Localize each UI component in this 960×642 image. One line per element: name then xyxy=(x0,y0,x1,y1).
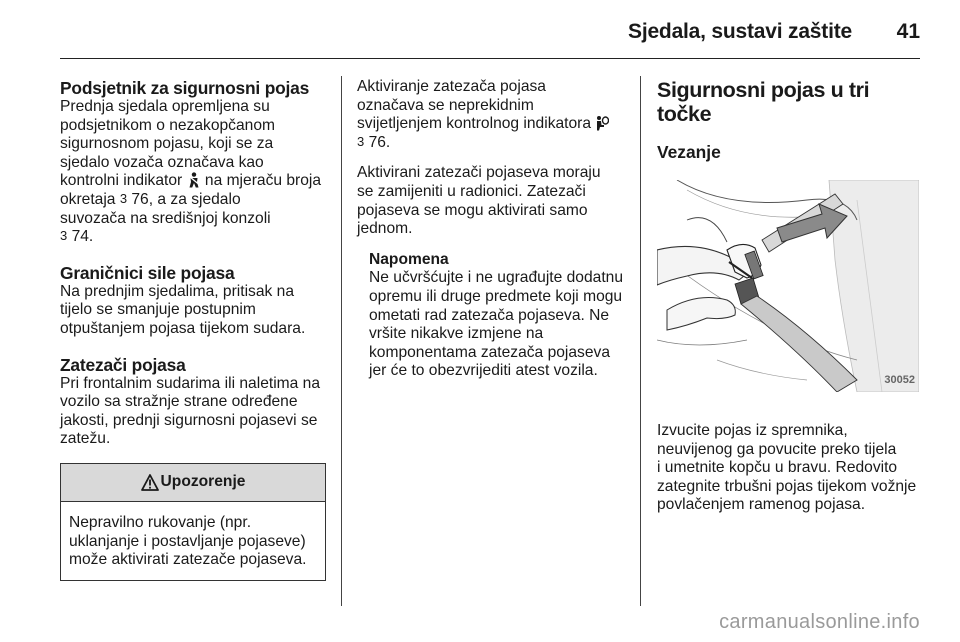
column-divider xyxy=(341,76,342,606)
page-reference-arrow-icon[interactable]: 3 xyxy=(357,133,365,149)
text-run: na mjeraču broja okretaja xyxy=(60,172,322,208)
page-header xyxy=(60,14,920,50)
heading-belt-force-limiters: Graničnici sile pojasa xyxy=(60,262,235,283)
text-run: 76. xyxy=(364,133,391,151)
watermark: carmanualsonline.info xyxy=(719,611,920,633)
heading-belt-pretensioners: Zatezači pojasa xyxy=(60,354,186,375)
chapter-title: Sjedala, sustavi zaštite xyxy=(628,20,852,43)
airbag-indicator-icon xyxy=(595,115,609,131)
seatbelt-illustration xyxy=(657,180,919,392)
subheading-fastening: Vezanje xyxy=(657,142,721,162)
text-run: 74. xyxy=(67,228,94,246)
column-right xyxy=(657,78,927,515)
figure-code: 30052 xyxy=(884,374,915,387)
page-reference-arrow-icon[interactable]: 3 xyxy=(60,228,68,244)
text-run: 76, a za sjedalo suvozača na središnjoj konzoli xyxy=(60,190,271,227)
column-middle xyxy=(357,78,625,381)
page-reference-arrow-icon[interactable]: 3 xyxy=(119,190,128,206)
warning-header xyxy=(61,464,325,502)
note-title: Napomena xyxy=(369,250,449,268)
paragraph-belt-force-limiters: Na prednjim sjedalima, pritisak na tijelo se smanjuje postupnim otpuštanjem pojasa tijekom sudara. xyxy=(60,282,306,337)
paragraph-belt-pretensioners: Pri frontalnim sudarima ili naletima na vozilo sa stražnje strane određene jakosti, prednji sigurnosni pojasevi se zatežu. xyxy=(60,374,320,448)
text-run: Prednja sjedala opremljena su podsjetnikom o nezakopčanom sigurnosnom pojasu, koji se za sjedalo vozača označava kao kontrolni indikator xyxy=(60,98,275,190)
column-divider xyxy=(640,76,641,606)
paragraph-seatbelt-reminder xyxy=(60,98,326,247)
header-rule xyxy=(60,58,920,59)
page-number: 41 xyxy=(896,20,920,43)
warning-triangle-icon xyxy=(141,474,159,491)
warning-body: Nepravilno rukovanje (npr. uklanjanje i postavljanje pojaseve) može aktivirati zatezače pojaseva. xyxy=(69,513,307,569)
paragraph-fastening-instructions: Izvucite pojas iz spremnika, neuvijenog ga povucite preko tijela i umetnite kopču u bravu. Redovito zategnite trbušni pojas tijekom vožnje povlačenjem ramenog pojasa. xyxy=(657,422,917,514)
text-run: Aktiviranje zatezača pojasa označava se neprekidnim svijetljenjem kontrolnog indikatora xyxy=(357,78,592,133)
note-body: Ne učvršćujte i ne ugrađujte dodatnu opremu ili druge predmete koji mogu ometati rad zatezača pojaseva. Ne vršite nikakve izmjene na komponentama zatezača pojaseva jer će to obezvrijediti atest vozila. xyxy=(369,269,623,380)
paragraph-pretensioner-replacement: Aktivirani zatezači pojaseva moraju se zamijeniti u radionici. Zatezači pojaseva se mogu aktivirati samo jednom. xyxy=(357,164,601,238)
warning-title: Upozorenje xyxy=(160,473,246,491)
note-box xyxy=(357,251,625,381)
heading-three-point-belt: Sigurnosni pojas u tri točke xyxy=(657,78,870,126)
paragraph-pretensioner-activation xyxy=(357,78,625,152)
column-left xyxy=(60,78,326,581)
seatbelt-reminder-icon xyxy=(187,172,201,188)
heading-seatbelt-reminder: Podsjetnik za sigurnosni pojas xyxy=(60,78,310,98)
warning-box xyxy=(60,463,326,581)
seatbelt-fastening-image xyxy=(657,180,919,392)
